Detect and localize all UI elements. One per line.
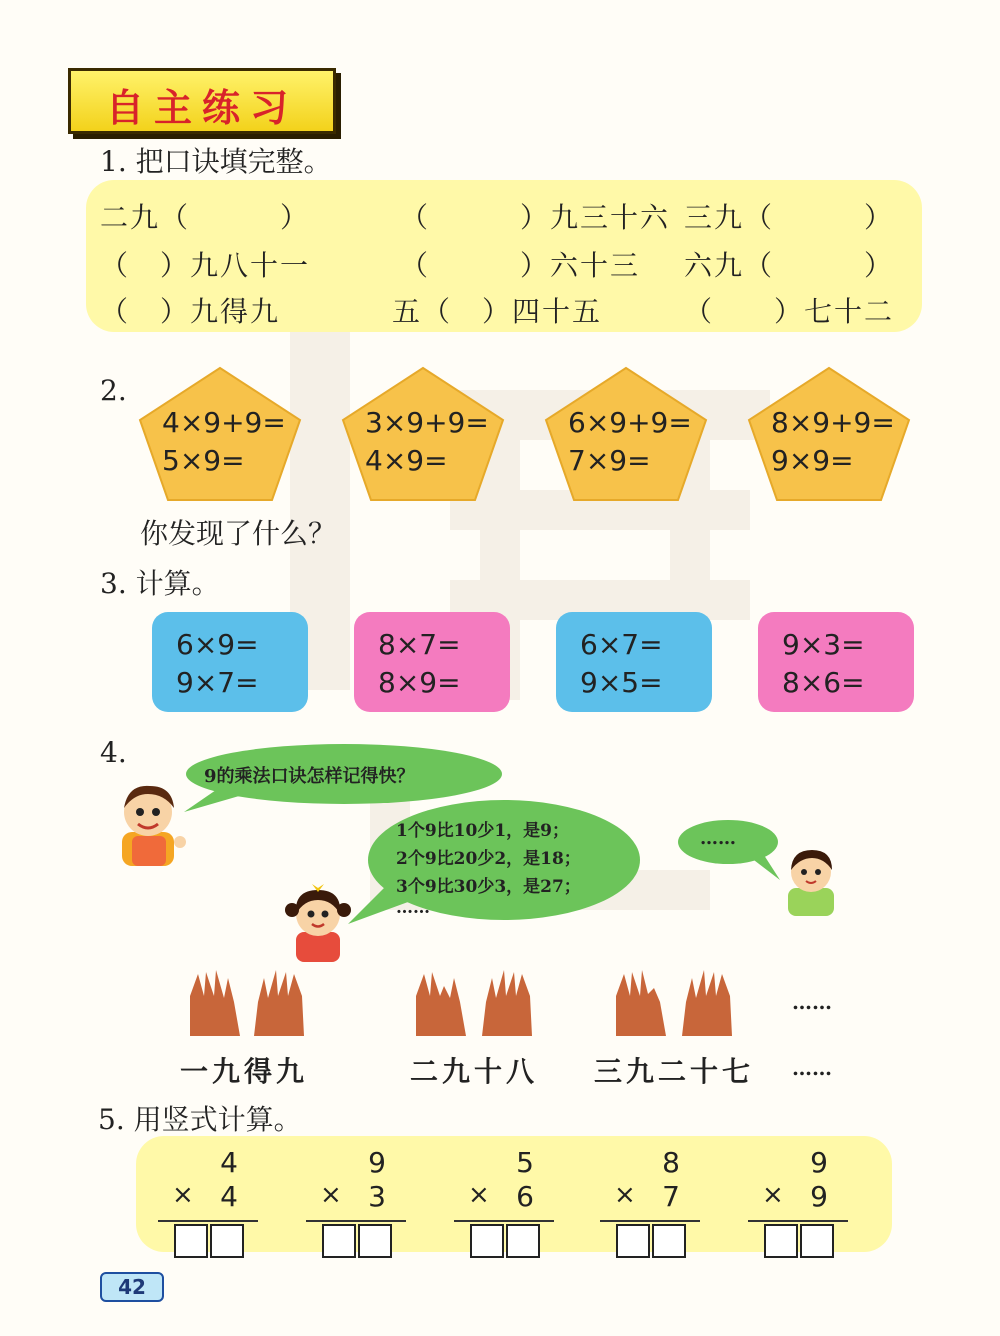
- q5-label: 5. 用竖式计算。: [98, 1103, 302, 1136]
- vc3-answer-box-tens[interactable]: [470, 1224, 504, 1258]
- q1-r2c1: （ ）九八十一: [100, 249, 311, 282]
- pentagon-1-line2: 5×9=: [162, 444, 245, 477]
- hands-ellipsis: ……: [792, 990, 832, 1014]
- pentagon-1-line1: 4×9+9=: [162, 406, 286, 439]
- hands-1-icon: [184, 966, 314, 1042]
- vc3-answer-box-ones[interactable]: [506, 1224, 540, 1258]
- pentagon-2: [341, 366, 505, 506]
- calc-card-1: [152, 612, 308, 712]
- vc3-top: 5: [516, 1146, 534, 1179]
- vertical-calc-3: [454, 1146, 554, 1256]
- section-title: 自主练习: [105, 86, 298, 130]
- vc1-times: ×: [172, 1180, 194, 1210]
- vertical-calc-2: [306, 1146, 406, 1256]
- calc-card-4-line1: 9×3=: [782, 628, 865, 661]
- bubble2-line4: ……: [396, 898, 430, 918]
- vc1-top: 4: [220, 1146, 238, 1179]
- pentagon-3-line1: 6×9+9=: [568, 406, 692, 439]
- caption-2: 二九十八: [410, 1055, 539, 1088]
- caption-3: 三九二十七: [594, 1055, 755, 1088]
- caption-1: 一九得九: [180, 1055, 309, 1088]
- vertical-calc-1: [158, 1146, 258, 1256]
- caption-4: ……: [792, 1056, 832, 1080]
- bubble2-line1: 1个9比10少1，是9；: [396, 821, 569, 841]
- pentagon-3: [544, 366, 708, 506]
- vertical-calc-4: [600, 1146, 700, 1256]
- pentagon-4-line2: 9×9=: [771, 444, 854, 477]
- vc1-answer-box-ones[interactable]: [210, 1224, 244, 1258]
- calc-card-1-line2: 9×7=: [176, 666, 259, 699]
- vc4-bottom: 7: [662, 1180, 680, 1213]
- boy-character-icon: [108, 780, 192, 866]
- q1-r1c3: 三九（ ）: [684, 201, 895, 234]
- q1-label: 1. 把口诀填完整。: [100, 145, 332, 178]
- hands-3-icon: [610, 966, 750, 1042]
- vc2-line: [306, 1220, 406, 1222]
- vc2-answer-box-ones[interactable]: [358, 1224, 392, 1258]
- pentagon-2-line2: 4×9=: [365, 444, 448, 477]
- q1-r3c1: （ ）九得九: [100, 295, 281, 328]
- vc4-top: 8: [662, 1146, 680, 1179]
- vc1-bottom: 4: [220, 1180, 238, 1213]
- pentagon-2-line1: 3×9+9=: [365, 406, 489, 439]
- vc5-line: [748, 1220, 848, 1222]
- calc-card-2-line2: 8×9=: [378, 666, 461, 699]
- calc-card-1-line1: 6×9=: [176, 628, 259, 661]
- bubble2-line3: 3个9比30少3，是27；: [396, 877, 581, 897]
- q2-label: 2.: [100, 374, 127, 407]
- vc5-times: ×: [762, 1180, 784, 1210]
- vc2-times: ×: [320, 1180, 342, 1210]
- vc2-bottom: 3: [368, 1180, 386, 1213]
- vc5-top: 9: [810, 1146, 828, 1179]
- calc-card-3: [556, 612, 712, 712]
- pentagon-1: [138, 366, 302, 506]
- q3-label: 3. 计算。: [100, 567, 220, 600]
- q1-r1c2: （ ）九三十六: [400, 201, 671, 234]
- calc-card-4: [758, 612, 914, 712]
- q2-question: 你发现了什么？: [140, 517, 337, 550]
- vc4-times: ×: [614, 1180, 636, 1210]
- calc-card-3-line2: 9×5=: [580, 666, 663, 699]
- vc5-answer-box-ones[interactable]: [800, 1224, 834, 1258]
- q1-r2c2: （ ）六十三: [400, 249, 641, 282]
- vc4-line: [600, 1220, 700, 1222]
- vc2-top: 9: [368, 1146, 386, 1179]
- speech-bubble-3-text: ……: [700, 828, 736, 849]
- q1-r3c3: （ ）七十二: [684, 295, 895, 328]
- boy2-character-icon: [782, 846, 840, 916]
- vc3-bottom: 6: [516, 1180, 534, 1213]
- vc4-answer-box-ones[interactable]: [652, 1224, 686, 1258]
- page-number: 42: [100, 1272, 164, 1302]
- bubble2-line2: 2个9比20少2，是18；: [396, 849, 581, 869]
- vc3-times: ×: [468, 1180, 490, 1210]
- girl-character-icon: [278, 880, 358, 964]
- pentagon-4: [747, 366, 911, 506]
- pentagon-3-line2: 7×9=: [568, 444, 651, 477]
- vc4-answer-box-tens[interactable]: [616, 1224, 650, 1258]
- section-title-badge: [68, 68, 336, 134]
- pentagon-4-line1: 8×9+9=: [771, 406, 895, 439]
- vc5-answer-box-tens[interactable]: [764, 1224, 798, 1258]
- vertical-calc-5: [748, 1146, 848, 1256]
- vc5-bottom: 9: [810, 1180, 828, 1213]
- calc-card-2-line1: 8×7=: [378, 628, 461, 661]
- speech-bubble-1-text: 9的乘法口诀怎样记得快？: [204, 766, 415, 787]
- calc-card-4-line2: 8×6=: [782, 666, 865, 699]
- hands-2-icon: [410, 966, 550, 1042]
- vc2-answer-box-tens[interactable]: [322, 1224, 356, 1258]
- vc1-line: [158, 1220, 258, 1222]
- q1-r3c2: 五（ ）四十五: [392, 295, 603, 328]
- vc1-answer-box-tens[interactable]: [174, 1224, 208, 1258]
- q1-r2c3: 六九（ ）: [684, 249, 895, 282]
- q4-label: 4.: [100, 736, 127, 769]
- q1-r1c1: 二九（ ）: [100, 201, 311, 234]
- calc-card-2: [354, 612, 510, 712]
- calc-card-3-line1: 6×7=: [580, 628, 663, 661]
- vc3-line: [454, 1220, 554, 1222]
